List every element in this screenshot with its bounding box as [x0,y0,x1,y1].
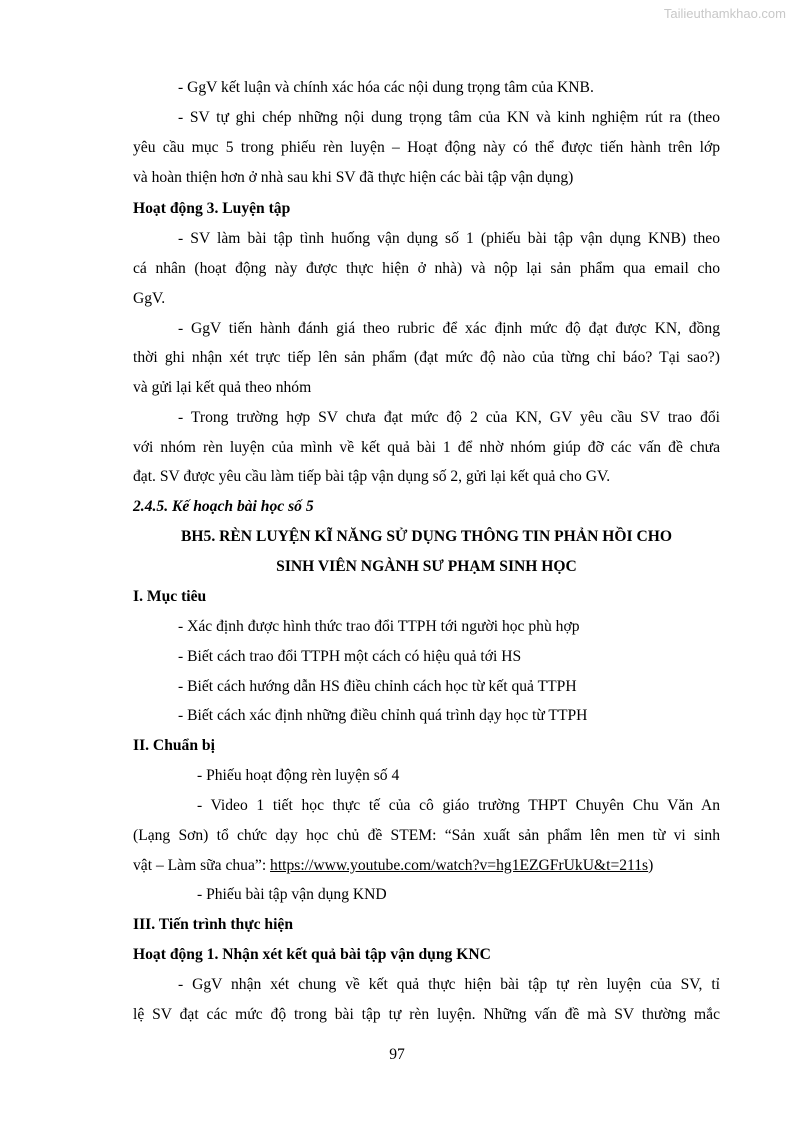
page-number: 97 [389,1046,405,1063]
text-line: (Lạng Sơn) tổ chức dạy học chủ đề STEM: “Sản xuất sản phẩm lên men từ vi sinh [133,827,720,844]
section-heading-2-4-5: 2.4.5. Kế hoạch bài học số 5 [133,498,314,515]
text-line: - SV tự ghi chép những nội dung trọng tâm của KN và kinh nghiệm rút ra (theo [178,109,720,126]
preparation-item: - Phiếu hoạt động rèn luyện số 4 [197,767,400,784]
text-line: - GgV tiến hành đánh giá theo rubric để xác định mức độ đạt được KN, đồng [178,320,720,337]
text-fragment: vật – Làm sữa chua”: [133,857,271,874]
text-line: - GgV nhận xét chung về kết quả thực hiện bài tập tự rèn luyện của SV, tỉ [178,976,720,993]
heading-preparation: II. Chuẩn bị [133,737,215,754]
text-line: - SV làm bài tập tình huống vận dụng số 1 (phiếu bài tập vận dụng KNB) theo [178,230,720,247]
heading-objectives: I. Mục tiêu [133,588,207,605]
objective-item: - Biết cách trao đổi TTPH một cách có hiệu quả tới HS [178,648,522,665]
preparation-item: - Phiếu bài tập vận dụng KND [197,886,387,903]
preparation-item: - Video 1 tiết học thực tế của cô giáo trường THPT Chuyên Chu Văn An [197,797,720,814]
objective-item: - Xác định được hình thức trao đổi TTPH tới người học phù hợp [178,618,580,635]
youtube-link[interactable]: https://www.youtube.com/watch?v=hg1EZGFrUkU&t=211s [270,857,649,874]
lesson-title-line-2: SINH VIÊN NGÀNH SƯ PHẠM SINH HỌC [276,558,577,575]
heading-procedure: III. Tiến trình thực hiện [133,916,293,933]
text-line: với nhóm rèn luyện của mình về kết quả bài 1 để nhờ nhóm giúp đỡ các vấn đề chưa [133,439,720,456]
objective-item: - Biết cách hướng dẫn HS điều chỉnh cách học từ kết quả TTPH [178,678,577,695]
text-line: đạt. SV được yêu cầu làm tiếp bài tập vận dụng số 2, gửi lại kết quả cho GV. [133,468,611,485]
text-line: lệ SV đạt các mức độ trong bài tập tự rèn luyện. Những vấn đề mà SV thường mắc [133,1006,720,1023]
lesson-title-line-1: BH5. RÈN LUYỆN KĨ NĂNG SỬ DỤNG THÔNG TIN PHẢN HỒI CHO [181,528,672,545]
text-line: - Trong trường hợp SV chưa đạt mức độ 2 của KN, GV yêu cầu SV trao đổi [178,409,720,426]
objective-item: - Biết cách xác định những điều chỉnh quá trình dạy học từ TTPH [178,707,588,724]
heading-activity-1: Hoạt động 1. Nhận xét kết quả bài tập vận dụng KNC [133,946,491,963]
text-line-with-link [133,855,720,877]
text-line: thời ghi nhận xét trực tiếp lên sản phẩm (đạt mức độ nào của từng chỉ báo? Tại sao?) [133,349,720,366]
text-fragment: ) [648,857,654,874]
text-line: và gửi lại kết quả theo nhóm [133,379,312,396]
watermark: Tailieuthamkhao.com [663,6,786,21]
text-line: yêu cầu mục 5 trong phiếu rèn luyện – Hoạt động này có thể được tiến hành trên lớp [133,139,720,156]
text-line: cá nhân (hoạt động này được thực hiện ở nhà) và nộp lại sản phẩm qua email cho [133,260,720,277]
text-line: - GgV kết luận và chính xác hóa các nội dung trọng tâm của KNB. [178,79,594,96]
text-line: và hoàn thiện hơn ở nhà sau khi SV đã thực hiện các bài tập vận dụng) [133,169,574,186]
text-line: GgV. [133,290,166,307]
heading-activity-3: Hoạt động 3. Luyện tập [133,200,291,217]
